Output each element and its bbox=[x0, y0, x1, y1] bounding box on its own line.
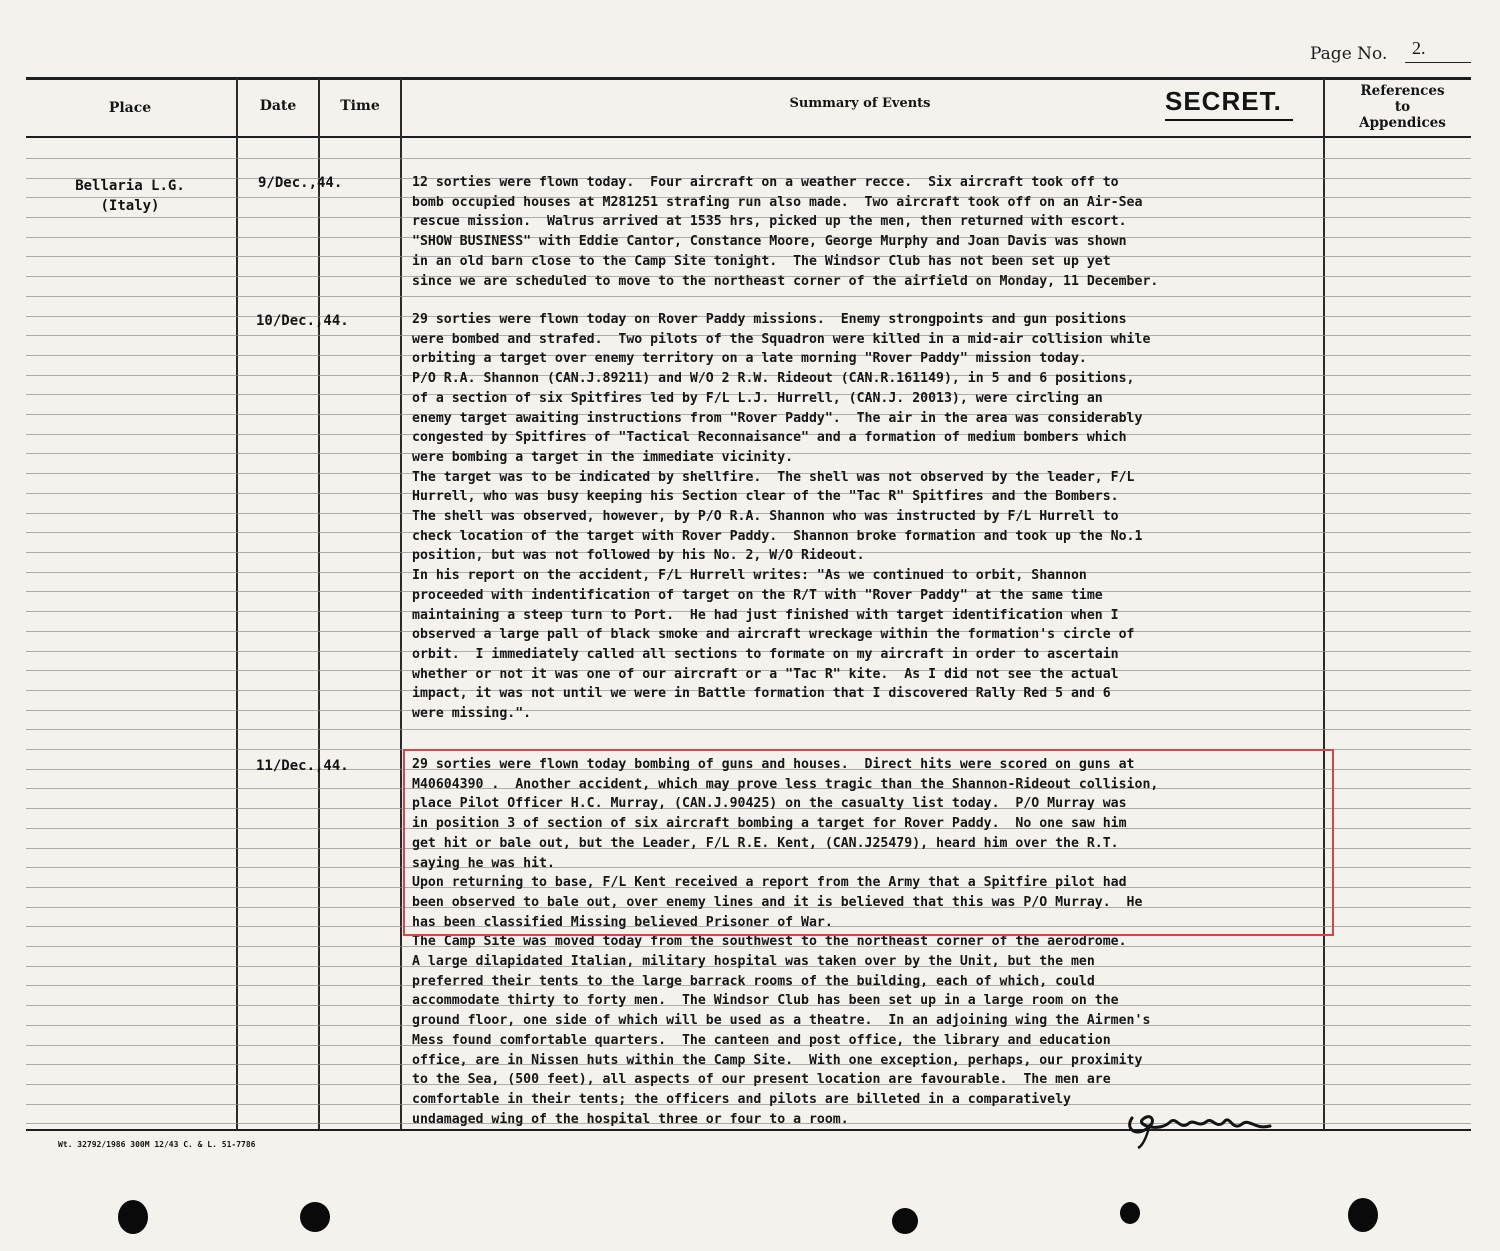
highlight-box bbox=[403, 749, 1334, 936]
entry-line: 12 sorties were flown today. Four aircraft on a weather recce. Six aircraft took off to bbox=[412, 175, 1119, 190]
entry-line: bomb occupied houses at M281251 strafing run also made. Two aircraft took off on an Air-Sea bbox=[412, 194, 1143, 210]
date-9-dec: 9/Dec.,44. bbox=[258, 175, 343, 191]
entry-line: 29 sorties were flown today bombing of guns and houses. Direct hits were scored on guns at bbox=[412, 757, 1135, 772]
entry-line: In his report on the accident, F/L Hurrell writes: "As we continued to orbit, Shannon bbox=[412, 568, 1087, 584]
entry-line: The target was to be indicated by shellfire. The shell was not observed by the leader, F/L bbox=[412, 469, 1135, 485]
entry-line: ground floor, one side of which will be used as a theatre. In an adjoining wing the Airmen's bbox=[412, 1013, 1151, 1029]
entry-line: of a section of six Spitfires led by F/L L.J. Hurrell, (CAN.J. 20013), were circling an bbox=[412, 390, 1103, 406]
entry-line: in position 3 of section of six aircraft bombing a target for Rover Paddy. No one saw him bbox=[412, 816, 1127, 832]
entry-line: Mess found comfortable quarters. The canteen and post office, the library and education bbox=[412, 1032, 1111, 1048]
entry-line: comfortable in their tents; the officers and pilots are billeted in a comparatively bbox=[412, 1091, 1071, 1107]
col-head-references bbox=[1330, 83, 1475, 131]
entry-9-dec bbox=[412, 173, 1332, 291]
entry-line: The shell was observed, however, by P/O R.A. Shannon who was instructed by F/L Hurrell to bbox=[412, 509, 1119, 525]
place-country: (Italy) bbox=[100, 198, 160, 214]
col-divider-time bbox=[400, 78, 402, 1130]
entry-line: M40604390 . Another accident, which may prove less tragic than the Shannon-Rideout collision, bbox=[412, 776, 1159, 792]
entry-line: impact, it was not until we were in Battle formation that I discovered Rally Red 5 and 6 bbox=[412, 686, 1111, 702]
ruled-line bbox=[26, 729, 1471, 730]
entry-line: were bombing a target in the immediate vicinity. bbox=[412, 449, 794, 465]
punch-hole bbox=[1120, 1202, 1140, 1224]
entry-line: whether or not it was one of our aircraft or a "Tac R" kite. As I did not see the actual bbox=[412, 666, 1119, 682]
entry-line: orbiting a target over enemy territory on a late morning "Rover Paddy" mission today. bbox=[412, 351, 1087, 367]
punch-hole bbox=[300, 1202, 330, 1232]
col-divider-date bbox=[318, 78, 320, 1130]
entry-line: place Pilot Officer H.C. Murray, (CAN.J.90425) on the casualty list today. P/O Murray was bbox=[412, 796, 1127, 812]
date-11-dec: 11/Dec.,44. bbox=[256, 758, 349, 774]
entry-line: P/O R.A. Shannon (CAN.J.89211) and W/O 2 R.W. Rideout (CAN.R.161149), in 5 and 6 positions, bbox=[412, 371, 1135, 387]
top-rule bbox=[26, 77, 1471, 80]
entry-line: check location of the target with Rover Paddy. Shannon broke formation and took up the No.1 bbox=[412, 528, 1143, 544]
ruled-line bbox=[26, 158, 1471, 159]
col-head-summary: Summary of Events bbox=[789, 96, 931, 111]
place-cell bbox=[60, 176, 200, 216]
entry-line: proceeded with indentification of target on the R/T with "Rover Paddy" at the same time bbox=[412, 587, 1103, 603]
page-no-value: 2. bbox=[1412, 38, 1426, 58]
punch-hole bbox=[1348, 1198, 1378, 1232]
entry-line: accommodate thirty to forty men. The Windsor Club has been set up in a large room on the bbox=[412, 993, 1119, 1009]
col-head-time: Time bbox=[340, 98, 380, 114]
entry-line: been observed to bale out, over enemy lines and it is believed that this was P/O Murray. He bbox=[412, 894, 1143, 910]
entry-line: to the Sea, (500 feet), all aspects of our present location are favourable. The men are bbox=[412, 1072, 1111, 1088]
entry-line: were bombed and strafed. Two pilots of the Squadron were killed in a mid-air collision while bbox=[412, 331, 1151, 347]
entry-line: observed a large pall of black smoke and aircraft wreckage within the formation's circle of bbox=[412, 627, 1135, 643]
entry-line: preferred their tents to the large barrack rooms of the building, each of which, could bbox=[412, 973, 1095, 989]
entry-10-dec bbox=[412, 310, 1332, 724]
col-head-references-line-1: References bbox=[1360, 83, 1445, 99]
entry-line: The Camp Site was moved today from the southwest to the northeast corner of the aerodrome. bbox=[412, 934, 1127, 950]
entry-line: has been classified Missing believed Prisoner of War. bbox=[412, 914, 833, 930]
page-no-underline bbox=[1405, 62, 1471, 63]
punch-hole bbox=[118, 1200, 148, 1234]
header-rule bbox=[26, 136, 1471, 138]
secret-underline bbox=[1165, 119, 1293, 121]
col-head-references-line-3: Appendices bbox=[1359, 115, 1446, 131]
entry-line: office, are in Nissen huts within the Camp Site. With one exception, perhaps, our proximity bbox=[412, 1052, 1143, 1068]
entry-line: undamaged wing of the hospital three or four to a room. bbox=[412, 1111, 849, 1127]
officer-signature bbox=[1120, 1100, 1290, 1150]
entry-line: in an old barn close to the Camp Site tonight. The Windsor Club has not been set up yet bbox=[412, 253, 1111, 269]
entry-line: "SHOW BUSINESS" with Eddie Cantor, Constance Moore, George Murphy and Joan Davis was shown bbox=[412, 234, 1127, 250]
entry-line: were missing.". bbox=[412, 706, 532, 722]
place-name: Bellaria L.G. bbox=[75, 178, 185, 194]
col-divider-place bbox=[236, 78, 238, 1130]
col-head-place: Place bbox=[108, 100, 152, 116]
entry-line: get hit or bale out, but the Leader, F/L R.E. Kent, (CAN.J25479), heard him over the R.T. bbox=[412, 835, 1127, 851]
entry-line: congested by Spitfires of "Tactical Reconnaisance" and a formation of medium bombers which bbox=[412, 430, 1127, 446]
entry-line: maintaining a steep turn to Port. He had just finished with target identification when I bbox=[412, 607, 1119, 623]
col-head-date: Date bbox=[259, 98, 297, 114]
entry-line: enemy target awaiting instructions from "Rover Paddy". The air in the area was considerably bbox=[412, 410, 1143, 426]
entry-line: 29 sorties were flown today on Rover Paddy missions. Enemy strongpoints and gun positions bbox=[412, 312, 1127, 327]
entry-line: saying he was hit. bbox=[412, 855, 555, 871]
entry-line: orbit. I immediately called all sections to formate on my aircraft in order to ascertain bbox=[412, 646, 1119, 662]
punch-hole bbox=[892, 1208, 918, 1234]
entry-line: A large dilapidated Italian, military hospital was taken over by the Unit, but the men bbox=[412, 954, 1095, 970]
entry-line: position, but was not followed by his No. 2, W/O Rideout. bbox=[412, 548, 865, 564]
secret-stamp: SECRET. bbox=[1165, 86, 1282, 116]
entry-line: rescue mission. Walrus arrived at 1535 hrs, picked up the men, then returned with escort. bbox=[412, 214, 1127, 230]
entry-line: Upon returning to base, F/L Kent received a report from the Army that a Spitfire pilot had bbox=[412, 875, 1127, 891]
col-head-references-line-2: to bbox=[1394, 99, 1411, 115]
form-footer: Wt. 32792/1986 300M 12/43 C. & L. 51-7786 bbox=[58, 1140, 256, 1149]
ruled-line bbox=[26, 296, 1471, 297]
entry-line: since we are scheduled to move to the northeast corner of the airfield on Monday, 11 December. bbox=[412, 273, 1159, 289]
entry-line: Hurrell, who was busy keeping his Section clear of the "Tac R" Spitfires and the Bombers. bbox=[412, 489, 1119, 505]
page-no-label: Page No. bbox=[1310, 44, 1388, 64]
date-10-dec: 10/Dec.,44. bbox=[256, 313, 349, 329]
